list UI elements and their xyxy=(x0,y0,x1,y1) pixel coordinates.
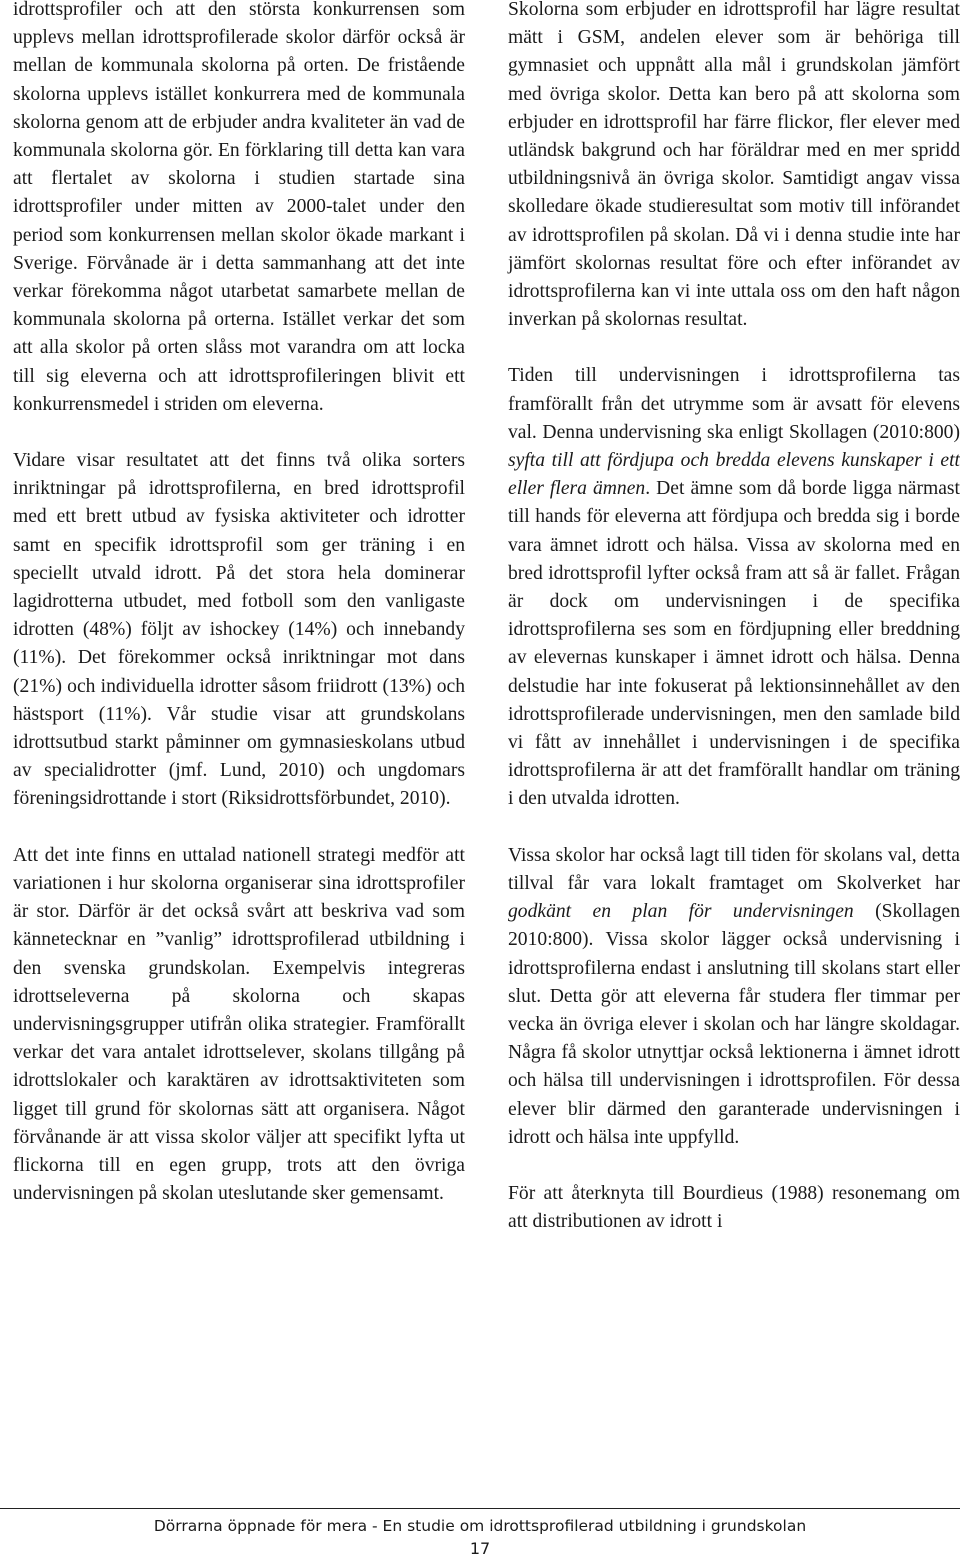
right-column xyxy=(508,0,960,1236)
page-number: 17 xyxy=(469,1539,491,1558)
paragraph: För att återknyta till Bourdieus (1988) resonemang om att distributionen av idrott i xyxy=(508,1182,960,1233)
paragraph: Att det inte finns en uttalad nationell strategi medför att variationen i hur skolorna organiserar sina idrottsprofiler är stor. Därför är det också svårt att beskriva vad som kännetecknar en ”vanlig” idrottsprofilerad utbildning i den svenska grundskolan. Exempelvis integreras idrottseleverna på skolorna och skapas undervisningsgrupper utifrån olika strategier. Framförallt verkar det vara antalet idrottselever, skolans tillgång på idrottslokaler och karaktären av idrottsaktiviteten som ligget till grund för skolornas sätt att organisera. Något förvånande är att vissa skolor väljer att specifikt lyfta ut flickorna till en egen grupp, trots att den övriga undervisningen på skolan uteslutande sker gemensamt. xyxy=(13,844,465,1205)
text-span: (Skollagen 2010:800). Vissa skolor lägger också undervisning i idrottsprofilerna endast i anslutning till skolans start eller slut. Detta gör att eleverna får studera fler timmar per vecka än övriga elever i skolan och har längre skoldagar. Några få skolor utnyttjar också lektionerna i ämnet idrott och hälsa till undervisningen i idrottsprofilen. För dessa elever blir därmed den garanterade undervisningen i idrott och hälsa inte uppfylld. xyxy=(508,901,960,1148)
quoted-law-text: godkänt en plan för undervisningen xyxy=(508,901,854,923)
paragraph: idrottsprofiler och att den största konkurrensen som upplevs mellan idrottsprofilerade skolor därför också är mellan de kommunala skolorna på orten. De fristående skolorna upplevs istället konkurrera med de kommunala skolorna genom att de erbjuder andra kvaliteter än vad de kommunala skolorna gör. En förklaring till detta kan vara att flertalet av skolorna i studien startade sina idrottsprofiler under mitten av 2000-talet under den period som konkurrensen mellan skolor ökade markant i Sverige. Förvånade är i detta sammanhang att det inte verkar förekomma något utarbetat samarbete mellan de kommunala skolorna på orterna. Istället verkar det som att alla skolor på orten slåss mot varandra om att locka till sig eleverna och att idrottsprofileringen blivit ett konkurrensmedel i striden om eleverna. xyxy=(13,0,465,415)
quoted-law-text: syfta till att fördjupa och bredda elevens kunskaper i ett eller flera ämnen xyxy=(508,450,960,500)
footer-title: Dörrarna öppnade för mera - En studie om idrottsprofilerad utbildning i grundskolan xyxy=(153,1517,807,1535)
paragraph xyxy=(508,362,960,813)
paragraph: Vidare visar resultatet att det finns två olika sorters inriktningar på idrottsprofilerna, en bred idrottsprofil med ett brett utbud av fysiska aktiviteter och idrotter samt en specifik idrottsprofil som ger träning i en speciellt utvald idrott. På det stora hela dominerar lagidrotterna utbudet, med fotboll som den vanligaste idrotten (48%) följt av ishockey (14%) och innebandy (11%). Det förekommer också inriktningar mot dans (21%) och individuella idrotter såsom friidrott (13%) och hästsport (11%). Vår studie visar att grundskolans idrottsutbud starkt påminner om gymnasieskolans utbud av specialidrotter (jmf. Lund, 2010) och ungdomars föreningsidrottande i stort (Riksidrottsförbundet, 2010). xyxy=(13,450,465,810)
text-span: Vissa skolor har också lagt till tiden för skolans val, detta tillval får vara lokalt framtaget om Skolverket har xyxy=(508,844,960,894)
left-column xyxy=(13,0,465,1236)
paragraph xyxy=(508,842,960,1152)
footer-divider xyxy=(0,1508,960,1509)
text-span: Tiden till undervisningen i idrottsprofilerna tas framförallt från det utrymme som är avsatt för elevens val. Denna undervisning ska enligt Skollagen (2010:800) xyxy=(508,365,960,443)
paragraph: Skolorna som erbjuder en idrottsprofil har lägre resultat mätt i GSM, andelen elever som är behöriga till gymnasiet och uppnått alla mål i grundskolan jämfört med övriga skolor. Detta kan bero på att skolorna som erbjuder en idrottsprofil har färre flickor, fler elever med utländsk bakgrund och har föräldrar med en mer spridd utbildningsnivå än övriga skolor. Samtidigt angav vissa skolledare ökade studieresultat som motiv till införandet av idrottsprofilen på skolan. Då vi i denna studie inte har jämfört skolornas resultat före och efter införandet av idrottsprofilerna kan vi inte uttala oss om den haft någon inverkan på skolornas resultat. xyxy=(508,0,960,331)
text-span: . Det ämne som då borde ligga närmast till hands för eleverna att fördjupa och bredda sig i borde vara ämnet idrott och hälsa. Vissa av skolorna med en bred idrottsprofil lyfter också fram att så är fallet. Frågan är dock om undervisningen i de specifika idrottsprofilerna ses som en fördjupning eller breddning av elevernas kunskaper i ämnet idrott och hälsa. Denna delstudie har inte fokuserat på lektionsinnehållet av den idrottsprofilerade undervisningen, men den samlade bild vi fått av innehållet i undervisningen i de specifika idrottsprofilerna är att det framförallt handlar om träning i den utvalda idrotten. xyxy=(508,478,960,810)
